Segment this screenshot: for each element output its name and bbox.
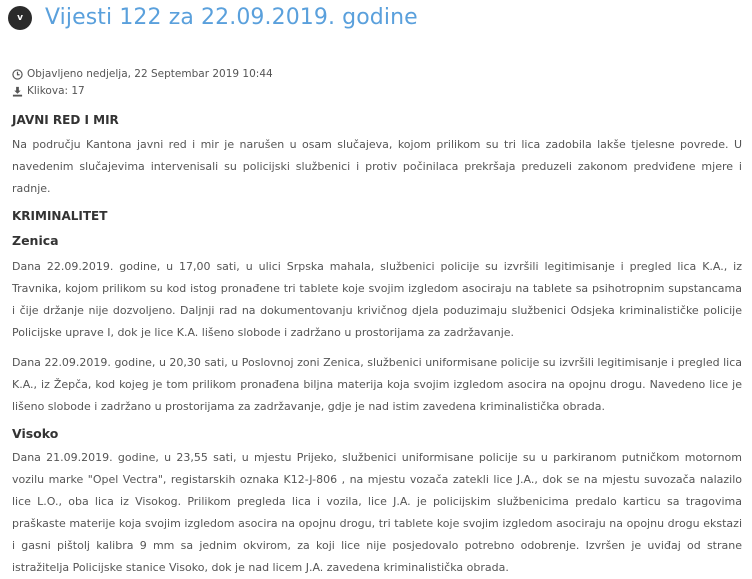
section-heading-public-order: JAVNI RED I MIR [12,113,119,127]
section-heading-crime: KRIMINALITET [12,209,108,223]
article-header [8,4,418,30]
clicks-line [12,85,85,97]
article-title[interactable]: Vijesti 122 za 22.09.2019. godine [45,4,418,30]
city-heading-zenica: Zenica [12,233,59,248]
paragraph-public-order: Na području Kantona javni red i mir je narušen u osam slučajeva, kojom prilikom su tri lica zadobila lakše tjelesne povrede. U navedenim slučajevima intervenisali su policijski službenici i protiv počinilaca prekršaja preduzeli zakonom predviđene mjere i radnje. [12,138,742,195]
paragraph-visoko-1: Dana 21.09.2019. godine, u 23,55 sati, u mjestu Prijeko, službenici uniformisane policije su u parkiranom putničkom motornom vozilu marke "Opel Vectra", registarskih oznaka K12-J-806 , na mjestu vozača zatekli lice J.A., dok se na mjestu suvozača nalazilo lice L.O., oba lica iz Visokog. Prilikom pregleda lica i vozila, lice J.A. je policijskim službenicima predalo karticu sa tragovima praškaste materije koja svojim izgledom asocira na opojnu drogu, tri tablete koje svojim izgledom asociraju na opojnu drogu ekstazi i gasni pištolj kalibra 9 mm sa jednim okvirom, za koji lice nije posjedovalo potrebno odobrenje. Izvršen je uviđaj od strane istražitelja Policijske stanice Visoko, dok je nad licem J.A. zavedena kriminalistička obrada. [12,451,742,574]
published-line [12,68,273,80]
category-badge: v [8,6,32,30]
city-heading-visoko: Visoko [12,426,59,441]
published-date: Objavljeno nedjelja, 22 Septembar 2019 10:44 [27,68,273,80]
paragraph-zenica-2: Dana 22.09.2019. godine, u 20,30 sati, u Poslovnoj zoni Zenica, službenici uniformisane policije su izvršili legitimisanje i pregled lica K.A., iz Žepča, kod kojeg je tom prilikom pronađena biljna materija koja svojim izgledom asocira na opojnu drogu. Navedeno lice je lišeno slobode i zadržano u prostorijama za zadržavanje, gdje je nad istim zavedena kriminalistička obrada. [12,356,742,413]
article-body [12,113,742,579]
clock-icon [12,69,23,80]
clicks-count: Klikova: 17 [27,85,85,97]
paragraph-zenica-1: Dana 22.09.2019. godine, u 17,00 sati, u ulici Srpska mahala, službenici policije su izvršili legitimisanje i pregled lica K.A., iz Travnika, kojom prilikom su kod istog pronađene tri tablete koje svojim izgledom asociraju na tablete sa psihotropnim supstancama i čije držanje nije dozvoljeno. Daljnji rad na dokumentovanju krivičnog djela poduzimaju službenici Odsjeka kriminalističke policije Policijske uprave I, dok je lice K.A. lišeno slobode i zadržano u prostorijama za zadržavanje. [12,260,742,339]
download-icon [12,86,23,97]
